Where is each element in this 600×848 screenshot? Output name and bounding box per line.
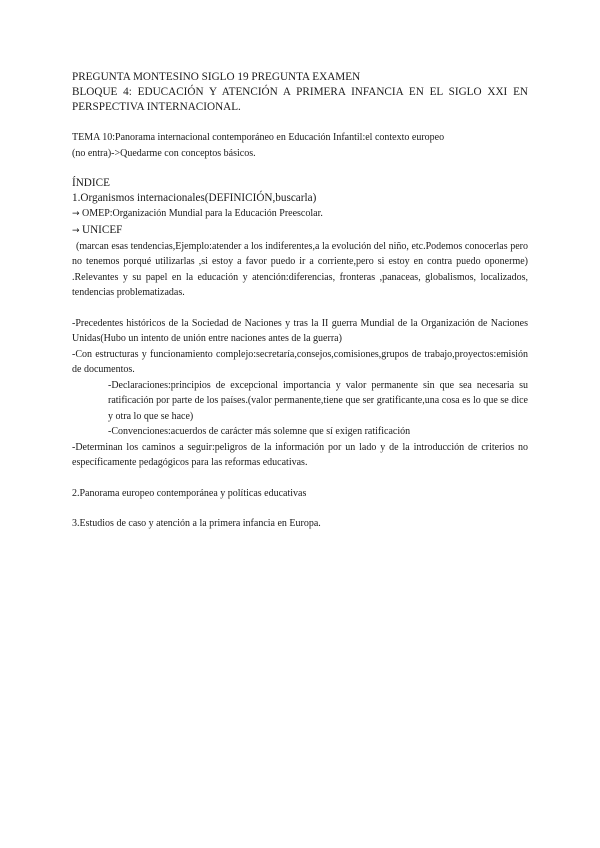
estructuras-paragraph: -Con estructuras y funcionamiento complejo:secretaría,consejos,comisiones,grupos de trabajo,proyectos:emisión de documentos. xyxy=(72,348,528,375)
unicef-text: UNICEF xyxy=(82,223,123,236)
section-3: 3.Estudios de caso y atención a la primera infancia en Europa. xyxy=(72,518,321,529)
tema-line-1: TEMA 10:Panorama internacional contemporáneo en Educación Infantil:el contexto europeo xyxy=(72,132,445,143)
arrow-right-icon: → xyxy=(72,209,80,219)
arrow-right-icon: → xyxy=(72,225,80,236)
section-2: 2.Panorama europeo contemporánea y políticas educativas xyxy=(72,487,307,499)
omep-text: OMEP:Organización Mundial para la Educación Preescolar. xyxy=(82,208,323,219)
document-page xyxy=(72,70,528,532)
tema-line-2: (no entra)->Quedarme con conceptos básicos. xyxy=(72,147,256,159)
convenciones-paragraph: -Convenciones:acuerdos de carácter más solemne que sí exigen ratificación xyxy=(108,426,411,437)
omep-line xyxy=(72,206,528,223)
unicef-line xyxy=(72,223,528,239)
indice-paragraph: (marcan esas tendencias,Ejemplo:atender a los indiferentes,a la evolución del niño, etc.Podemos conocerlas pero no tenemos porqué utilizarlas ,si estoy a favor puedo ir a corriente,pero si estoy en contra puedo oponerme) .Relevantes y su papel en la educación y atención:diferencias, fronteras ,panaceas, globalismos, localizados, tendencias problematizadas. xyxy=(72,240,528,298)
indice-item-1: 1.Organismos internacionales(DEFINICIÓN,buscarla) xyxy=(72,192,317,204)
declaraciones-paragraph: -Declaraciones:principios de excepcional importancia y valor permanente sin que sea necesaria su ratificación por parte de los países.(valor permanente,tiene que ser gratificante,una cosa es lo que se dice y otra lo que se hace) xyxy=(108,379,528,422)
header-line-2: BLOQUE 4: EDUCACIÓN Y ATENCIÓN A PRIMERA INFANCIA EN EL SIGLO XXI EN PERSPECTIVA INTERNACIONAL. xyxy=(72,86,528,113)
header-line-1: PREGUNTA MONTESINO SIGLO 19 PREGUNTA EXAMEN xyxy=(72,71,361,83)
precedentes-paragraph: -Precedentes históricos de la Sociedad de Naciones y tras la II guerra Mundial de la Organización de Naciones Unidas(Hubo un intento de unión entre naciones antes de la guerra) xyxy=(72,317,528,344)
determinan-paragraph: -Determinan los caminos a seguir:peligros de la información por un lado y de la introducción de criterios no específicamente pedagógicos para las reformas educativas. xyxy=(72,441,528,468)
indice-title: ÍNDICE xyxy=(72,177,110,189)
